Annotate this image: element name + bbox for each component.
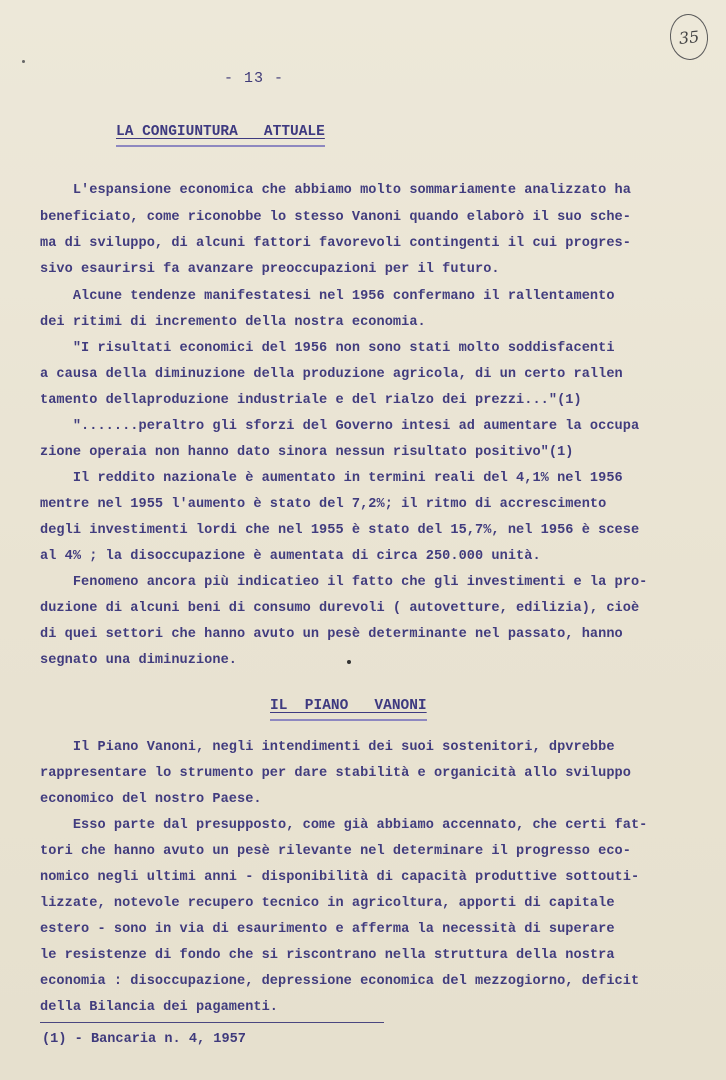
body-line: duzione di alcuni beni di consumo durevoli ( autovetture, edilizia), cioè <box>40 601 640 616</box>
ink-dot <box>347 660 351 664</box>
body-line: L'espansione economica che abbiamo molto sommariamente analizzato ha <box>40 183 631 198</box>
section-heading-congiuntura: LA CONGIUNTURA ATTUALE <box>116 124 325 140</box>
section-heading-piano-vanoni: IL PIANO VANONI <box>270 698 427 714</box>
body-line: di quei settori che hanno avuto un pesè determinante nel passato, hanno <box>40 627 623 642</box>
body-line: le resistenze di fondo che si riscontrano nella struttura della nostra <box>40 948 615 963</box>
body-line: economia : disoccupazione, depressione economica del mezzogiorno, deficit <box>40 974 640 989</box>
body-line: lizzate, notevole recupero tecnico in agricoltura, apporti di capitale <box>40 896 615 911</box>
body-line: rappresentare lo strumento per dare stabilità e organicità allo sviluppo <box>40 766 631 781</box>
footnote: (1) - Bancaria n. 4, 1957 <box>42 1032 246 1047</box>
body-line: tori che hanno avuto un pesè rilevante nel determinare il progresso eco- <box>40 844 631 859</box>
body-line: beneficiato, come riconobbe lo stesso Vanoni quando elaborò il suo sche- <box>40 210 631 225</box>
body-line: a causa della diminuzione della produzione agricola, di un certo rallen <box>40 367 623 382</box>
body-line: ".......peraltro gli sforzi del Governo intesi ad aumentare la occupa <box>40 419 640 434</box>
body-line: economico del nostro Paese. <box>40 792 262 807</box>
body-line: Il reddito nazionale è aumentato in termini reali del 4,1% nel 1956 <box>40 471 623 486</box>
body-line: "I risultati economici del 1956 non sono stati molto soddisfacenti <box>40 341 615 356</box>
body-line: mentre nel 1955 l'aumento è stato del 7,2%; il ritmo di accrescimento <box>40 497 607 512</box>
body-line: dei ritimi di incremento della nostra economia. <box>40 315 426 330</box>
footnote-rule <box>40 1022 384 1023</box>
body-line: della Bilancia dei pagamenti. <box>40 1000 279 1015</box>
body-line: estero - sono in via di esaurimento e afferma la necessità di superare <box>40 922 615 937</box>
body-line: Fenomeno ancora più indicatieo il fatto che gli investimenti e la pro- <box>40 575 648 590</box>
body-line: sivo esaurirsi fa avanzare preoccupazioni per il futuro. <box>40 262 500 277</box>
body-line: ma di sviluppo, di alcuni fattori favorevoli contingenti il cui progres- <box>40 236 631 251</box>
body-line: Esso parte dal presupposto, come già abbiamo accennato, che certi fat- <box>40 818 648 833</box>
body-line: al 4% ; la disoccupazione è aumentata di circa 250.000 unità. <box>40 549 541 564</box>
page-number: - 13 - <box>224 70 285 87</box>
body-line: nomico negli ultimi anni - disponibilità di capacità produttive sottouti- <box>40 870 640 885</box>
body-line: Il Piano Vanoni, negli intendimenti dei suoi sostenitori, dpvrebbe <box>40 740 615 755</box>
handwritten-page-mark: 35 <box>668 12 711 62</box>
body-line: tamento dellaproduzione industriale e del rialzo dei prezzi..."(1) <box>40 393 582 408</box>
body-line: segnato una diminuzione. <box>40 653 237 668</box>
body-line: degli investimenti lordi che nel 1955 è stato del 15,7%, nel 1956 è scese <box>40 523 640 538</box>
scan-speck <box>22 60 25 63</box>
body-line: zione operaia non hanno dato sinora nessun risultato positivo"(1) <box>40 445 574 460</box>
body-line: Alcune tendenze manifestatesi nel 1956 confermano il rallentamento <box>40 289 615 304</box>
